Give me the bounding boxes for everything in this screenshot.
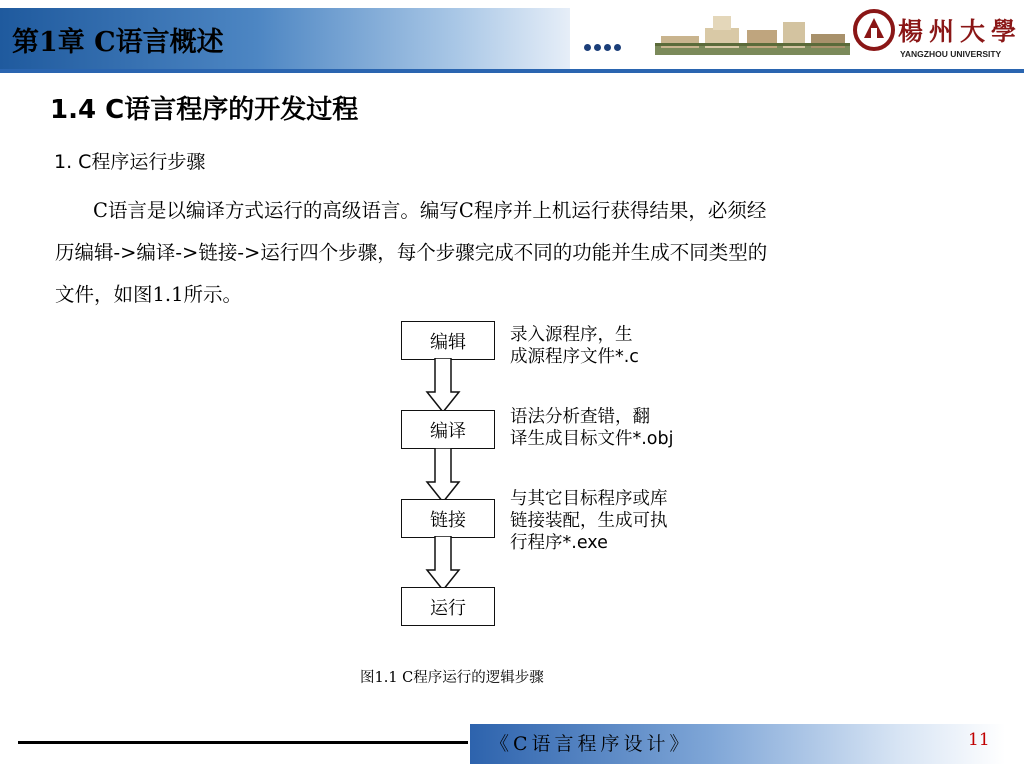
flow-diagram — [380, 312, 740, 632]
chapter-title: 第1章 C语言概述 — [12, 27, 224, 58]
down-arrow-icon — [425, 536, 461, 592]
step-desc-link — [510, 488, 668, 554]
campus-buildings-image — [655, 10, 850, 55]
header-banner — [0, 8, 570, 70]
page-number: 11 — [968, 730, 990, 750]
subsection-title: 1. C程序运行步骤 — [54, 151, 206, 173]
step-desc-compile — [510, 406, 674, 450]
step-desc-line: 译生成目标文件*.obj — [510, 429, 674, 449]
down-arrow-icon — [425, 448, 461, 504]
university-logo — [852, 8, 1022, 66]
paragraph-line: 文件，如图1.1所示。 — [55, 283, 243, 306]
footer-rule — [18, 741, 468, 744]
figure-caption: 图1.1 C程序运行的逻辑步骤 — [360, 670, 544, 686]
down-arrow-icon — [425, 358, 461, 414]
step-box-compile: 编译 — [401, 410, 495, 449]
university-emblem-icon — [852, 8, 896, 52]
step-box-run: 运行 — [401, 587, 495, 626]
step-desc-line: 行程序*.exe — [510, 533, 608, 553]
decorative-dots — [584, 36, 628, 46]
step-desc-line: 链接装配，生成可执 — [510, 511, 668, 531]
paragraph-line: 历编辑->编译->链接->运行四个步骤，每个步骤完成不同的功能并生成不同类型的 — [55, 241, 768, 264]
step-desc-line: 录入源程序，生 — [510, 325, 633, 345]
step-desc-line: 成源程序文件*.c — [510, 347, 639, 367]
logo-chinese-text: 楊州大學 — [898, 17, 1023, 46]
step-desc-edit — [510, 324, 639, 368]
step-desc-line: 与其它目标程序或库 — [510, 489, 668, 509]
section-title: 1.4 C语言程序的开发过程 — [50, 95, 359, 125]
header-divider — [0, 69, 1024, 73]
step-box-link: 链接 — [401, 499, 495, 538]
paragraph-line: C语言是以编译方式运行的高级语言。编写C程序并上机运行获得结果，必须经 — [93, 199, 767, 222]
logo-english-text: YANGZHOU UNIVERSITY — [900, 49, 1002, 59]
step-desc-line: 语法分析查错，翻 — [510, 407, 650, 427]
body-paragraph — [55, 190, 975, 316]
course-title: 《C语言程序设计》 — [490, 733, 693, 755]
step-box-edit: 编辑 — [401, 321, 495, 360]
